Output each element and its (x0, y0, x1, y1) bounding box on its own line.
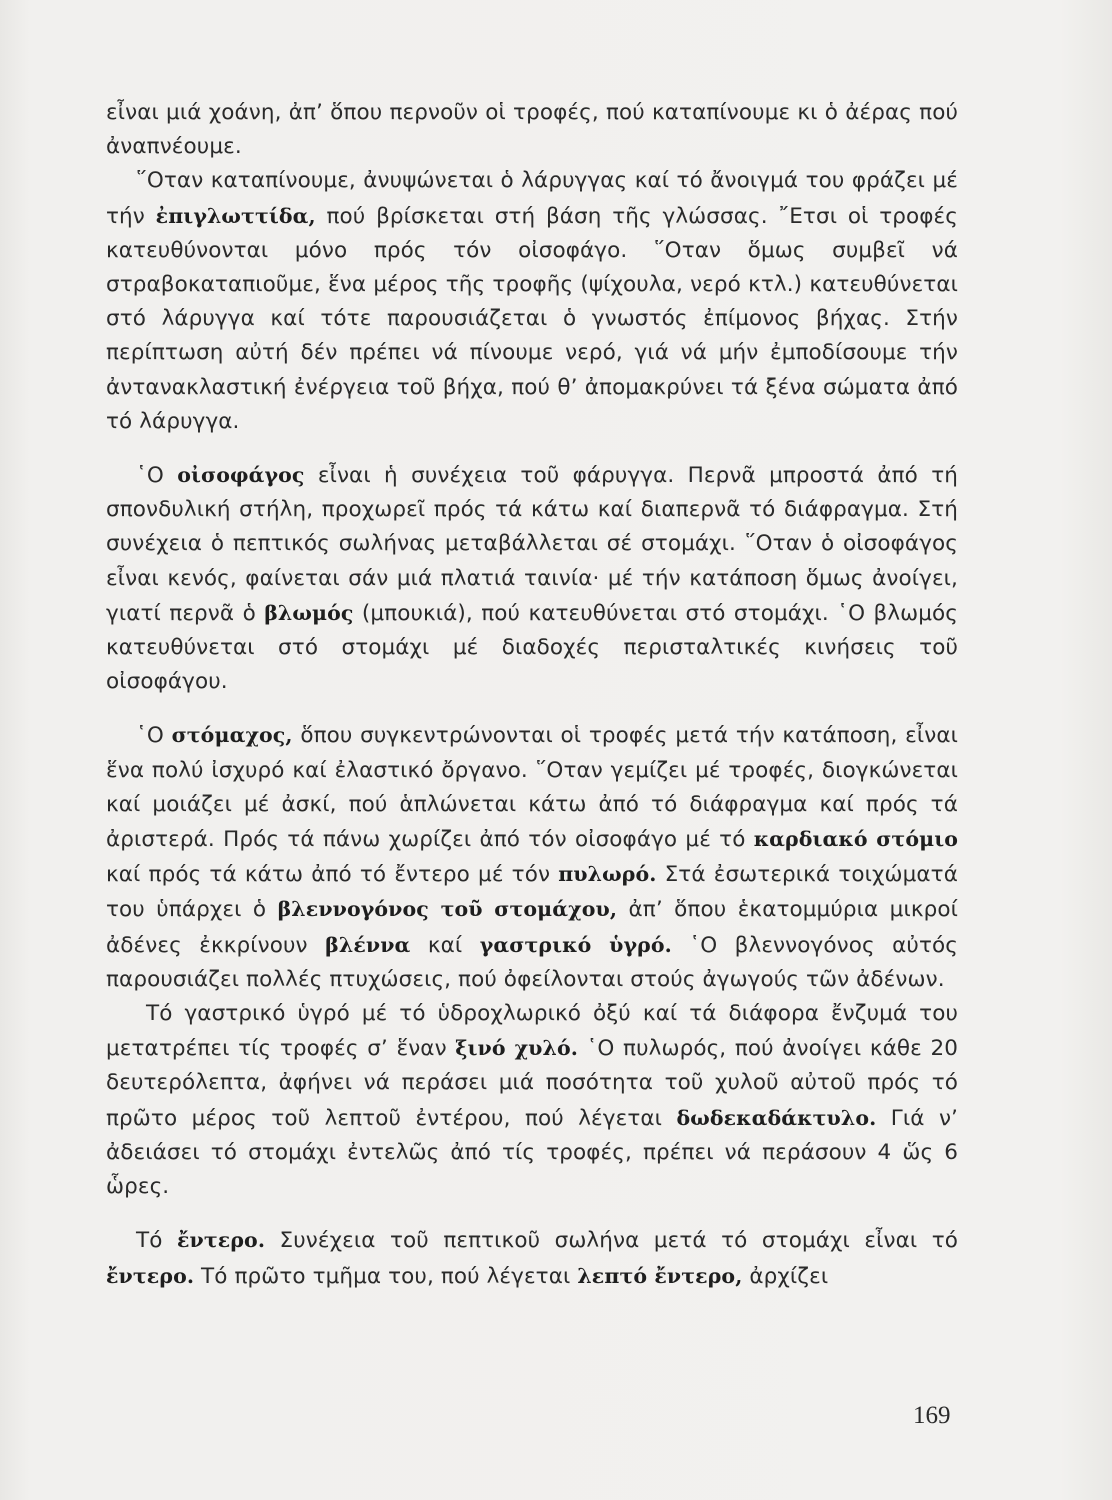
term-epiglottis: ἐπιγλωττίδα, (155, 203, 316, 228)
term-bolus: βλωμός (264, 600, 354, 625)
text-run: ῾Ο (136, 723, 172, 749)
term-intestine: ἔντερο. (176, 1228, 266, 1253)
paragraph-1 (106, 96, 958, 164)
term-small-intestine: λεπτό ἔντερο, (577, 1263, 743, 1288)
text-run: Τό γαστρικό ὑγρό μέ τό ὑδροχλωρικό ὀξύ καί τά διάφορα ἔνζυμά του μετατρέπει τίς τροφές σ’ ἕναν (106, 1001, 958, 1062)
text-run: Γιά ν’ ἀδειάσει τό στομάχι ἐντελῶς ἀπό τίς τροφές, πρέπει νά περάσουν 4 ὥς 6 ὧρες. (106, 1105, 958, 1200)
text-run: ῾Ο (136, 463, 178, 489)
page-number: 169 (913, 1402, 951, 1429)
term-pylorus: πυλωρό. (558, 862, 657, 887)
text-run: Τό (136, 1228, 177, 1254)
text-run: εἶναι ἡ συνέχεια τοῦ φάρυγγα. Περνᾶ μπροστά ἀπό τή σπονδυλική στήλη, προχωρεῖ πρός τά κάτω καί διαπερνᾶ τό διάφραγμα. Στή συνέχεια ὁ πεπτικός σωλήνας μεταβάλλεται σέ στομάχι. ῞Οταν ὁ οἰσοφάγος εἶναι κενός, φαίνεται σάν μιά πλατιά ταινία· μέ τήν κατάποση ὅμως ἀνοίγει, γιατί περνᾶ ὁ (106, 463, 958, 626)
term-gastric-juice: γαστρικό ὑγρό. (479, 932, 672, 957)
text-run: καί (410, 932, 480, 958)
text-run: (μπουκιά), πού κατευθύνεται στό στομάχι. ῾Ο βλωμός κατευθύνεται στό στομάχι μέ διαδοχές περισταλτικές κινήσεις τοῦ οἰσοφάγου. (106, 600, 958, 695)
term-gastric-mucosa: βλεννογόνος τοῦ στομάχου, (277, 897, 618, 922)
text-run: εἶναι μιά χοάνη, ἀπ’ ὅπου περνοῦν οἱ τροφές, πού καταπίνουμε κι ὁ ἀέρας πού ἀναπνέουμε. (106, 100, 958, 160)
text-run: ἀρχίζει (742, 1263, 829, 1289)
paragraph-4 (106, 718, 958, 997)
paragraph-2 (106, 164, 958, 439)
paragraph-6 (106, 1223, 958, 1293)
text-run: ῾Ο πυλωρός, πού ἀνοίγει κάθε 20 δευτερόλεπτα, ἀφήνει νά περάσει μιά ποσότητα τοῦ χυλοῦ αὐτοῦ πρός τό πρῶτο μέρος τοῦ λεπτοῦ ἐντέρου, πού λέγεται (106, 1036, 958, 1131)
term-stomach: στόμαχος, (171, 723, 293, 748)
paragraph-3 (106, 458, 958, 699)
text-run: ἀπ’ ὅπου ἑκατομμύρια μικροί ἀδένες ἐκκρίνουν (106, 897, 958, 958)
text-run: ῞Οταν καταπίνουμε, ἀνυψώνεται ὁ λάρυγγας καί τό ἄνοιγμά του φράζει μέ τήν (106, 168, 958, 229)
text-run: πού βρίσκεται στή βάση τῆς γλώσσας. ῎Ετσι οἱ τροφές κατευθύνονται μόνο πρός τόν οἰσοφάγο. ῞Οταν ὅμως συμβεῖ νά στραβοκαταπιοῦμε, ἕνα μέρος τῆς τροφῆς (ψίχουλα, νερό κτλ.) κατευθύνεται στό λάρυγγα καί τότε παρουσιάζεται ὁ γνωστός ἐπίμονος βήχας. Στήν περίπτωση αὐτή δέν πρέπει νά πίνουμε νερό, γιά νά μήν ἐμποδίσουμε τήν ἀντανακλαστική ἐνέργεια τοῦ βήχα, πού θ’ ἀπομακρύνει τά ξένα σώματα ἀπό τό λάρυγγα. (106, 203, 958, 434)
term-chyme: ξινό χυλό. (455, 1036, 578, 1061)
term-duodenum: δωδεκαδάκτυλο. (676, 1105, 877, 1130)
term-oesophagus: οἰσοφάγος (177, 463, 305, 488)
text-run: καί πρός τά κάτω ἀπό τό ἔντερο μέ τόν (106, 862, 559, 888)
text-run: Τό πρῶτο τμῆμα του, πού λέγεται (194, 1263, 578, 1289)
text-run: Στά ἐσωτερικά τοιχώματά του ὑπάρχει ὁ (106, 862, 958, 923)
term-mucus: βλέννα (325, 932, 411, 957)
text-run: ῾Ο βλεννογόνος αὐτός παρουσιάζει πολλές πτυχώσεις, πού ὀφείλονται στούς ἀγωγούς τῶν ἀδένων. (106, 932, 958, 992)
text-run: Συνέχεια τοῦ πεπτικοῦ σωλήνα μετά τό στομάχι εἶναι τό (265, 1228, 959, 1254)
text-run: ὅπου συγκεντρώνονται οἱ τροφές μετά τήν κατάποση, εἶναι ἕνα πολύ ἰσχυρό καί ἐλαστικό ὄργανο. ῞Οταν γεμίζει μέ τροφές, διογκώνεται καί μοιάζει μέ ἀσκί, πού ἁπλώνεται κάτω ἀπό τό διάφραγμα καί πρός τά ἀριστερά. Πρός τά πάνω χωρίζει ἀπό τόν οἰσοφάγο μέ τό (106, 723, 958, 853)
term-cardiac-orifice: καρδιακό στόμιο (753, 827, 958, 852)
body-text (106, 96, 958, 1294)
term-intestine: ἔντερο. (106, 1263, 195, 1288)
paragraph-5 (106, 997, 958, 1204)
